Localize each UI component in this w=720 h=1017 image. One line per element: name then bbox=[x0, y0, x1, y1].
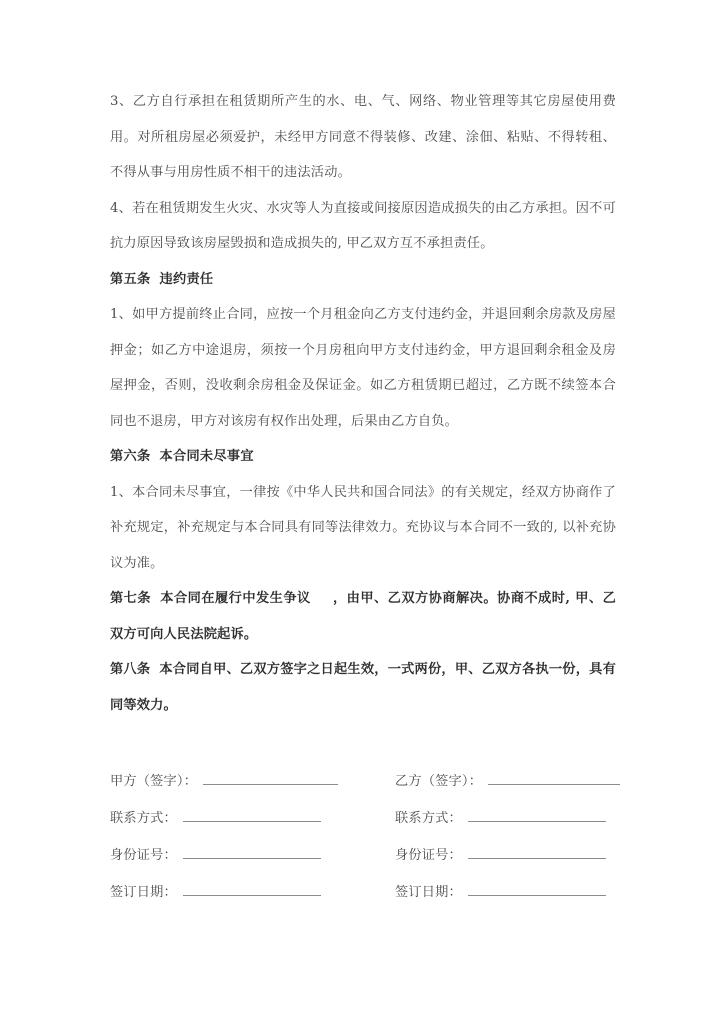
signature-label-party-b-contact: 联系方式： bbox=[395, 811, 462, 826]
section-number-clause8: 第八条 bbox=[110, 662, 151, 677]
paragraph-clause6-item1: 1、本合同未尽事宜，一律按《中华人民共和国合同法》的有关规定，经双方协商作了补充规定，补充规定与本合同具有同等法律效力。充协议与本合同不一致的, 以补充协议为准。 bbox=[110, 484, 616, 571]
signature-line-party-b-id[interactable] bbox=[468, 844, 606, 859]
paragraph-clause4-item3: 3、乙方自行承担在租赁期所产生的水、电、气、网络、物业管理等其它房屋使用费用。对所租房屋必须爱护，未经甲方同意不得装修、改建、涂佃、粘贴、不得转租、不得从事与用房性质不相干的违法活动。 bbox=[110, 94, 616, 180]
signature-label-party-b-name: 乙方（签字）： bbox=[395, 774, 483, 789]
section-title-clause5: 违约责任 bbox=[159, 271, 214, 287]
signature-label-party-a-date: 签订日期： bbox=[110, 885, 177, 900]
paragraph-clause5-item1: 1、如甲方提前终止合同，应按一个月租金向乙方支付违约金，并退回剩余房款及房屋押金；如乙方中途退房，须按一个月房租向甲方支付违约金，甲方退回剩余租金及房屋押金，否则，没收剩余房租金及保证金。如乙方租赁期已超过，乙方既不续签本合同也不退房，甲方对该房有权作出处理，后果由乙方自负。 bbox=[110, 307, 616, 429]
section-title-clause7: 本合同在履行中发生争议 bbox=[160, 591, 311, 606]
signature-label-party-a-contact: 联系方式： bbox=[110, 811, 177, 826]
signature-row-sign-date bbox=[110, 881, 620, 918]
section-number-clause7: 第七条 bbox=[110, 591, 152, 606]
signature-field-party-b-date[interactable] bbox=[395, 881, 620, 903]
signature-row-id-number bbox=[110, 844, 620, 881]
section-body-clause7: ，由甲、乙双方协商解决。协商不成时, 甲、乙双方可向人民法院起诉。 bbox=[110, 591, 616, 642]
signature-line-party-a-contact[interactable] bbox=[183, 807, 321, 822]
section-body-clause8: 本合同自甲、乙双方签字之日起生效，一式两份，甲、乙双方各执一份，具有同等效力。 bbox=[110, 662, 616, 713]
signature-line-party-b-date[interactable] bbox=[468, 881, 606, 896]
document-body bbox=[110, 84, 616, 723]
signature-line-party-a-id[interactable] bbox=[183, 844, 321, 859]
signature-field-party-a-contact[interactable] bbox=[110, 807, 395, 829]
signature-label-party-a-id: 身份证号： bbox=[110, 848, 177, 863]
signature-row-contact bbox=[110, 807, 620, 844]
signature-label-party-a-name: 甲方（签字）： bbox=[110, 774, 198, 789]
section-heading-clause8 bbox=[110, 652, 616, 723]
section-heading-clause7 bbox=[110, 581, 616, 652]
signature-field-party-a-id[interactable] bbox=[110, 844, 395, 866]
signature-label-party-b-id: 身份证号： bbox=[395, 848, 462, 863]
section-heading-clause5 bbox=[110, 262, 616, 298]
signature-field-party-a-date[interactable] bbox=[110, 881, 395, 903]
signature-field-party-b-id[interactable] bbox=[395, 844, 620, 866]
signature-label-party-b-date: 签订日期： bbox=[395, 885, 462, 900]
paragraph-clause4-item4: 4、若在租赁期发生火灾、水灾等人为直接或间接原因造成损失的由乙方承担。因不可抗力原因导致该房屋毁损和造成损失的, 甲乙双方互不承担责任。 bbox=[110, 200, 616, 251]
section-title-clause6: 本合同未尽事宜 bbox=[159, 449, 254, 464]
section-heading-clause6 bbox=[110, 439, 616, 475]
signature-field-party-b-name[interactable] bbox=[395, 770, 620, 792]
signature-line-party-b-name[interactable] bbox=[488, 770, 620, 785]
signature-field-party-a-name[interactable] bbox=[110, 770, 395, 792]
signature-line-party-b-contact[interactable] bbox=[468, 807, 606, 822]
signature-line-party-a-date[interactable] bbox=[183, 881, 321, 896]
signature-block bbox=[110, 770, 620, 918]
section-number-clause5: 第五条 bbox=[110, 271, 151, 287]
signature-line-party-a-name[interactable] bbox=[203, 770, 338, 785]
signature-row-party-names bbox=[110, 770, 620, 807]
section-number-clause6: 第六条 bbox=[110, 449, 151, 464]
signature-field-party-b-contact[interactable] bbox=[395, 807, 620, 829]
